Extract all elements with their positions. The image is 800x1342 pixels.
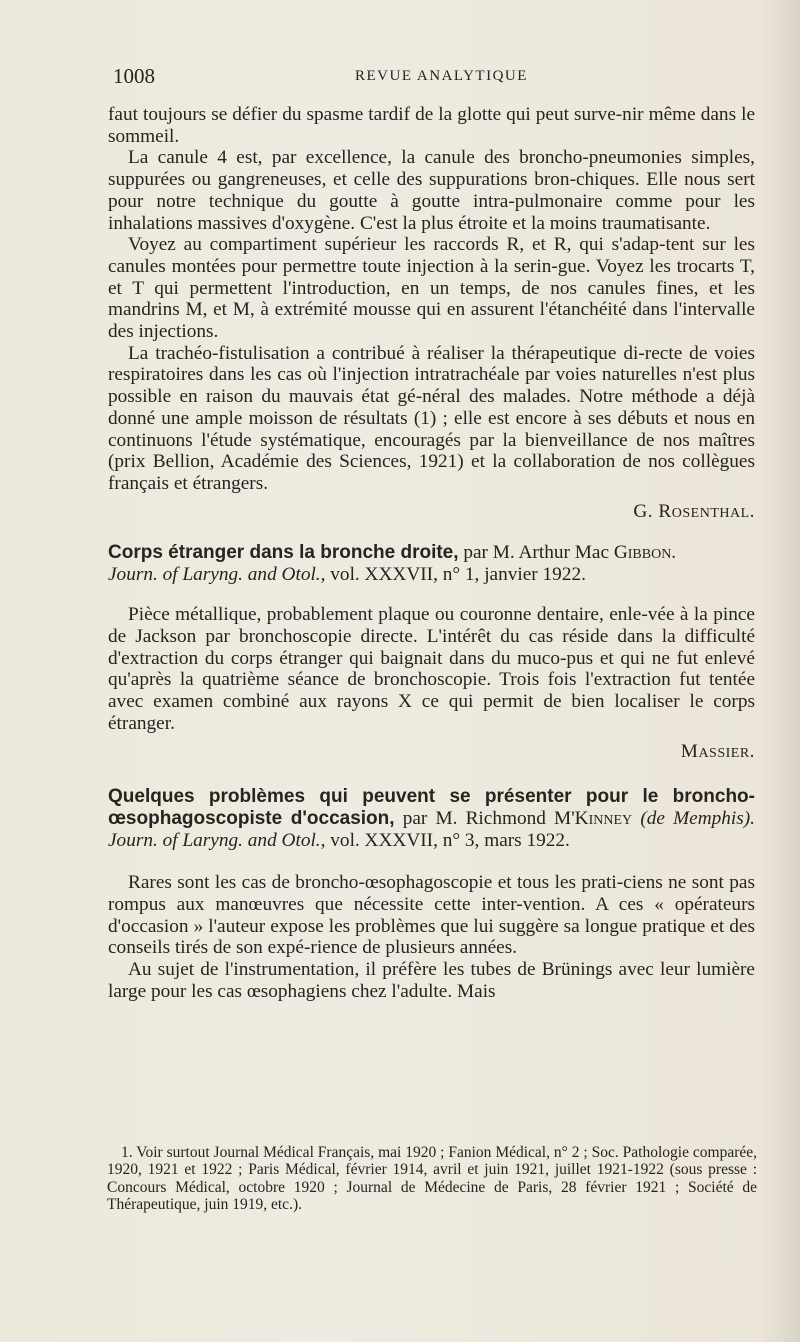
paragraph: Au sujet de l'instrumentation, il préfère les tubes de Brünings avec leur lumière large pour les cas œsophagiens chez l'adulte. Mais (108, 959, 755, 1002)
author-signature: G. Rosenthal. (633, 500, 755, 522)
journal-reference: , vol. XXXVII, n° 3, mars 1922. (320, 830, 570, 852)
article-title-text: par M. Arthur Mac (458, 542, 614, 564)
paragraph: La canule 4 est, par excellence, la canule des broncho-pneumonies simples, suppurées ou gangreneuses, et celle des suppurations bron-chiques. Elle nous sert pour notre technique du goutte à goutte intra-pulmonaire comme pour les inhalations massives d'oxygène. C'est la plus étroite et la moins traumatisante. (108, 147, 755, 234)
page-header (113, 64, 753, 90)
body-text (108, 104, 755, 1003)
paragraph: faut toujours se défier du spasme tardif de la glotte qui peut surve-nir même dans le sommeil. (108, 104, 755, 147)
running-head: REVUE ANALYTIQUE (355, 68, 528, 84)
article-title-head: Quelques problèmes qui peuvent se présenter pour le broncho-œsophagoscopiste d'occasion, (108, 786, 755, 830)
footnote: 1. Voir surtout Journal Médical Français, mai 1920 ; Fanion Médical, n° 2 ; Soc. Pathologie comparée, 1920, 1921 et 1922 ; Paris Médical, février 1914, avril et juin 1921, juillet 1921-1922 (sous presse : Concours Médical, octobre 1920 ; Journal de Médecine de Paris, 28 février 1921 ; Société de Thérapeutique, juin 1919, etc.). (107, 1144, 757, 1214)
article-title (108, 786, 755, 852)
author-signature: Massier. (680, 740, 755, 762)
article-author: Gibbon. (613, 542, 677, 564)
paragraph: Voyez au compartiment supérieur les raccords R, et R, qui s'adap-tent sur les canules montées pour permettre toute injection à la serin-gue. Voyez les trocarts T, et T qui permettent l'introduction, en un temps, de nos canules fines, et les mandrins M, et M, à extrémité mousse qui en assurent l'étanchéité dans l'intervalle des injections. (108, 234, 755, 343)
article-title-head: Corps étranger dans la bronche droite, (108, 542, 459, 564)
journal-name: Journ. of Laryng. and Otol. (108, 564, 321, 586)
paragraph: La trachéo-fistulisation a contribué à réaliser la thérapeutique di-recte de voies respiratoires dans les cas où l'injection intratrachéale par voies naturelles n'est plus possible en raison du mauvais état gé-néral des malades. Notre méthode a déjà donné une ample moisson de résultats (1) ; elle est encore à ses débuts et nous en continuons l'étude systématique, encouragés par la bienveillance de nos maîtres (prix Bellion, Académie des Sciences, 1921) et la collaboration de nos collègues français et étrangers. (108, 342, 755, 494)
journal-name: (de Memphis). Journ. of Laryng. and Otol. (108, 808, 756, 852)
paragraph: Rares sont les cas de broncho-œsophagoscopie et tous les prati-ciens ne sont pas rompus aux manœuvres que nécessite cette inter-vention. A ces « opérateurs d'occasion » l'auteur expose les problèmes que lui suggère sa longue pratique et des conseils tirés de son expé-rience de plusieurs années. (108, 872, 755, 959)
paragraph: Pièce métallique, probablement plaque ou couronne dentaire, enle-vée à la pince de Jackson par bronchoscopie directe. L'intérêt du cas réside dans la difficulté d'extraction du corps étranger qui baignait dans du muco-pus et qui ne fut enlevé qu'après la quatrième séance de bronchoscopie. Trois fois l'extraction fut tentée avec examen combiné aux rayons X ce qui permit de bien localiser le corps étranger. (108, 604, 755, 734)
page-number: 1008 (113, 64, 155, 88)
article-title-text: par M. Richmond M' (394, 808, 575, 830)
journal-reference: , vol. XXXVII, n° 1, janvier 1922. (320, 564, 586, 586)
article-title (108, 542, 755, 586)
article-author: Kinney (574, 808, 633, 830)
